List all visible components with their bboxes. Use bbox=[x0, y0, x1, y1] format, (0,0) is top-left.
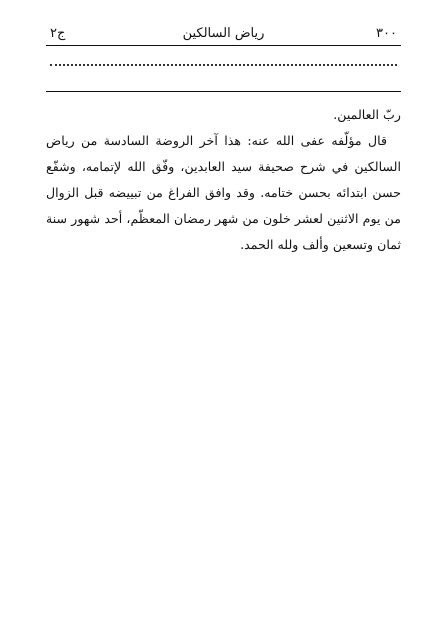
section-rule bbox=[46, 91, 401, 92]
colophon-paragraph: قال مؤلّفه عفى الله عنه: هذا آخر الروضة السادسة من رياض السالكين في شرح صحيفة سيد العابدين، وفّق الله لإتمامه، وشفّع حسن ابتدائه بحسن ختامه. وقد وافق الفراغ من تبييضه قبل الزوال من يوم الاثنين لعشر خلون من شهر رمضان المعظّم، أحد شهور سنة ثمان وتسعين وألف ولله الحمد. bbox=[46, 133, 401, 252]
dotted-separator bbox=[50, 64, 397, 66]
closing-line: ربّ العالمين. bbox=[333, 107, 401, 122]
header-rule bbox=[46, 45, 401, 46]
page-number: ٣٠٠ bbox=[376, 26, 397, 41]
running-title: رياض السالكين bbox=[182, 26, 265, 41]
page-header bbox=[46, 22, 401, 46]
volume-label: ج٢ bbox=[50, 26, 66, 41]
body-text bbox=[46, 102, 401, 258]
